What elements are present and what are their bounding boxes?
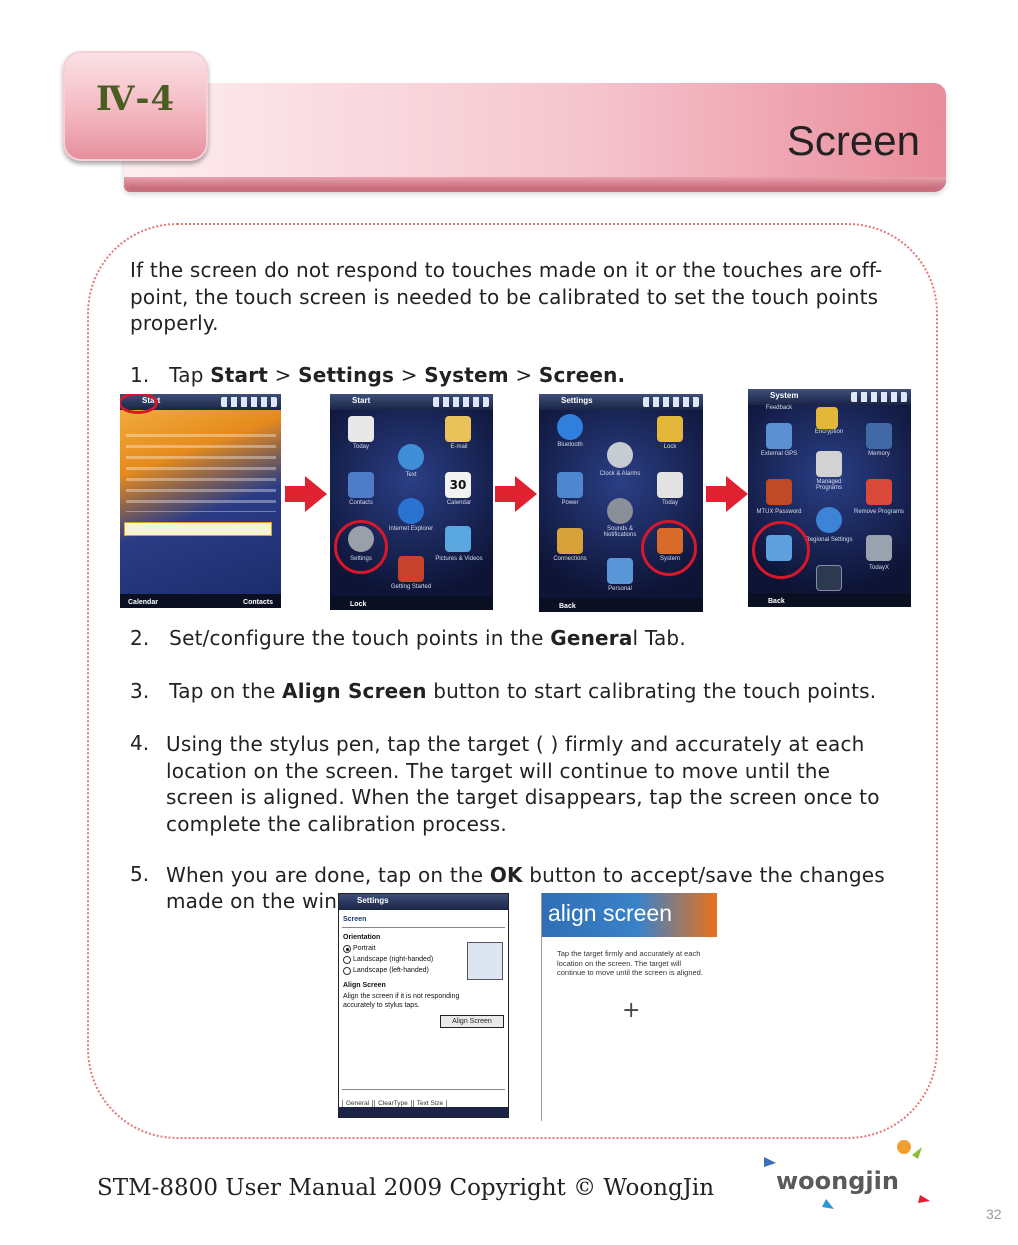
screen-title: System bbox=[770, 391, 799, 400]
highlight-circle bbox=[752, 521, 810, 579]
target-crosshair-icon[interactable]: + bbox=[622, 998, 641, 1023]
item-label: E-mail bbox=[450, 444, 468, 450]
step-number: 4. bbox=[130, 731, 150, 755]
landscape-right-label: Landscape (right-handed) bbox=[353, 956, 434, 963]
step-number: 2. bbox=[130, 626, 150, 650]
text-icon bbox=[398, 444, 424, 470]
sound-icon bbox=[607, 498, 633, 524]
item-label: Connections bbox=[553, 556, 587, 562]
align-screen-button[interactable]: Align Screen bbox=[440, 1015, 504, 1028]
settings-heading: Screen bbox=[343, 916, 367, 923]
arrow-right-icon bbox=[515, 476, 537, 512]
item-label: Personal bbox=[608, 586, 632, 592]
tab-cleartype[interactable]: ClearType bbox=[374, 1100, 412, 1108]
landscape-left-radio[interactable] bbox=[343, 967, 351, 975]
step-text: button to start calibrating the touch points. bbox=[426, 679, 877, 703]
step-3 bbox=[130, 678, 876, 705]
menu-screen: Screen. bbox=[538, 363, 626, 387]
header-band bbox=[124, 83, 946, 189]
screen-settings-screenshot bbox=[338, 893, 509, 1118]
landscape-right-radio[interactable] bbox=[343, 956, 351, 964]
settings-screenshot bbox=[539, 394, 703, 612]
step-5-text bbox=[166, 862, 902, 889]
item-label: External GPS bbox=[760, 451, 798, 457]
softkey-left: Lock bbox=[350, 601, 367, 608]
todayx-icon bbox=[866, 535, 892, 561]
screen-title: Settings bbox=[561, 396, 593, 405]
item-label: MTUX Password bbox=[756, 509, 802, 515]
item-label: Text bbox=[405, 472, 417, 478]
connections-icon bbox=[557, 528, 583, 554]
item-label: Remove Programs bbox=[854, 509, 905, 515]
screen-title: Settings bbox=[357, 896, 389, 905]
ok-button-ref: OK bbox=[489, 863, 523, 887]
item-label: Today bbox=[661, 500, 678, 506]
step-2 bbox=[130, 625, 686, 652]
today-search-field bbox=[124, 522, 272, 536]
email-icon bbox=[445, 416, 471, 442]
item-label: Today bbox=[352, 444, 369, 450]
section-label: Ⅳ-4 bbox=[95, 79, 176, 119]
step-text: l Tab. bbox=[632, 626, 686, 650]
menu-system: System bbox=[424, 363, 509, 387]
item-label: Feedback bbox=[765, 405, 793, 411]
getting-started-icon bbox=[398, 556, 424, 582]
item-label: Encryption bbox=[814, 429, 844, 435]
item-label: Managed Programs bbox=[815, 479, 842, 491]
encryption-icon bbox=[816, 407, 838, 429]
logo-text: woongjin bbox=[776, 1167, 899, 1195]
arrow-right-icon bbox=[305, 476, 327, 512]
tab-general-ref: Genera bbox=[550, 626, 633, 650]
portrait-radio[interactable] bbox=[343, 945, 351, 953]
softkey-right: Contacts bbox=[243, 599, 273, 606]
personal-icon bbox=[607, 558, 633, 584]
highlight-circle bbox=[334, 520, 388, 574]
step-number: 5. bbox=[130, 862, 150, 886]
step-4-text: Using the stylus pen, tap the target ( ) firmly and accurately at each location on the screen. The target will continue to move until the screen is aligned. When the target disappears, tap the screen once to complete the calibration process. bbox=[166, 732, 880, 836]
item-label: Calendar bbox=[446, 500, 472, 506]
arrow-right-icon bbox=[726, 476, 748, 512]
clock-icon bbox=[607, 442, 633, 468]
separator: > bbox=[508, 363, 539, 387]
separator: > bbox=[394, 363, 425, 387]
monitor-icon bbox=[816, 565, 842, 591]
item-label: Contacts bbox=[349, 500, 373, 506]
screen-title: Start bbox=[352, 396, 371, 405]
align-screen-ref: Align Screen bbox=[282, 679, 427, 703]
align-description: accurately to stylus taps. bbox=[343, 1002, 420, 1009]
item-label: Settings bbox=[350, 556, 372, 562]
softkey-left: Back bbox=[559, 603, 576, 610]
status-icons bbox=[221, 397, 277, 407]
step-number: 1. bbox=[130, 363, 150, 387]
align-screen-screenshot bbox=[541, 893, 717, 1121]
footer-text: STM-8800 User Manual 2009 Copyright © WoongJin bbox=[97, 1175, 715, 1201]
start-screenshot bbox=[330, 394, 493, 610]
softkey-left: Back bbox=[768, 598, 785, 605]
item-label: Lock bbox=[663, 444, 677, 450]
managed-programs-icon bbox=[816, 451, 842, 477]
screen-title: Start bbox=[142, 396, 161, 405]
page-title: Screen bbox=[786, 117, 920, 164]
highlight-circle bbox=[120, 394, 161, 414]
today-items bbox=[126, 434, 276, 512]
calendar-icon: 30 bbox=[445, 472, 471, 498]
bluetooth-icon bbox=[557, 414, 583, 440]
divider bbox=[342, 927, 505, 928]
step-text: Set/configure the touch points in the bbox=[169, 626, 551, 650]
status-icons bbox=[433, 397, 489, 407]
step-1 bbox=[130, 362, 625, 389]
portrait-label: Portrait bbox=[353, 945, 376, 952]
separator: > bbox=[268, 363, 299, 387]
today-screenshot bbox=[120, 394, 281, 608]
item-label: Regional Settings bbox=[805, 537, 853, 543]
pictures-icon bbox=[445, 526, 471, 552]
lock-icon bbox=[657, 416, 683, 442]
item-label: Getting Started bbox=[390, 584, 432, 590]
home-icon bbox=[348, 416, 374, 442]
orientation-label: Orientation bbox=[343, 934, 381, 941]
align-screen-heading: Align Screen bbox=[343, 982, 386, 989]
internet-explorer-icon bbox=[398, 498, 424, 524]
align-description: Align the screen if it is not responding bbox=[343, 993, 460, 1000]
regional-settings-icon bbox=[816, 507, 842, 533]
home-icon bbox=[657, 472, 683, 498]
item-label: Memory bbox=[868, 451, 890, 457]
tab-text-size[interactable]: Text Size bbox=[413, 1100, 447, 1108]
softkey-left: Calendar bbox=[128, 599, 158, 606]
item-label: Sounds & Notifications bbox=[603, 526, 637, 538]
step-text: Tap on the bbox=[169, 679, 283, 703]
item-label: TodayX bbox=[868, 565, 889, 571]
item-label: System bbox=[659, 556, 680, 562]
status-icons bbox=[643, 397, 699, 407]
gps-icon bbox=[766, 423, 792, 449]
system-screenshot bbox=[748, 389, 911, 607]
settings-tabs bbox=[342, 1090, 448, 1107]
step-text: button to accept/save the changes bbox=[522, 863, 885, 887]
intro-paragraph: If the screen do not respond to touches made on it or the touches are off-point, the touch screen is needed to be calibrated to set the touch points properly. bbox=[130, 258, 883, 335]
memory-icon bbox=[866, 423, 892, 449]
remove-programs-icon bbox=[866, 479, 892, 505]
align-title: align screen bbox=[548, 900, 673, 926]
power-icon bbox=[557, 472, 583, 498]
password-icon bbox=[766, 479, 792, 505]
item-label: Internet Explorer bbox=[388, 526, 434, 532]
woongjin-logo bbox=[756, 1137, 936, 1217]
section-tab bbox=[63, 51, 208, 161]
menu-settings: Settings bbox=[298, 363, 395, 387]
landscape-left-label: Landscape (left-handed) bbox=[353, 967, 429, 974]
softkey-bar bbox=[339, 1107, 508, 1117]
tab-general[interactable]: General bbox=[342, 1100, 373, 1108]
page-number: 32 bbox=[986, 1206, 1002, 1222]
contacts-icon bbox=[348, 472, 374, 498]
device-icon bbox=[467, 942, 503, 980]
item-label: Bluetooth bbox=[557, 442, 583, 448]
menu-start: Start bbox=[210, 363, 269, 387]
step-5-line2: made on the win bbox=[166, 889, 338, 913]
item-label: Pictures & Videos bbox=[435, 556, 483, 562]
highlight-circle bbox=[641, 520, 697, 576]
item-label: Clock & Alarms bbox=[599, 471, 641, 477]
step-number: 3. bbox=[130, 679, 150, 703]
step-text: Tap bbox=[169, 363, 211, 387]
status-icons bbox=[851, 392, 907, 402]
item-label: Power bbox=[561, 500, 579, 506]
align-instructions: Tap the target firmly and accurately at each location on the screen. The target will continue to move until the screen is aligned. bbox=[557, 949, 703, 977]
step-text: When you are done, tap on the bbox=[166, 863, 490, 887]
